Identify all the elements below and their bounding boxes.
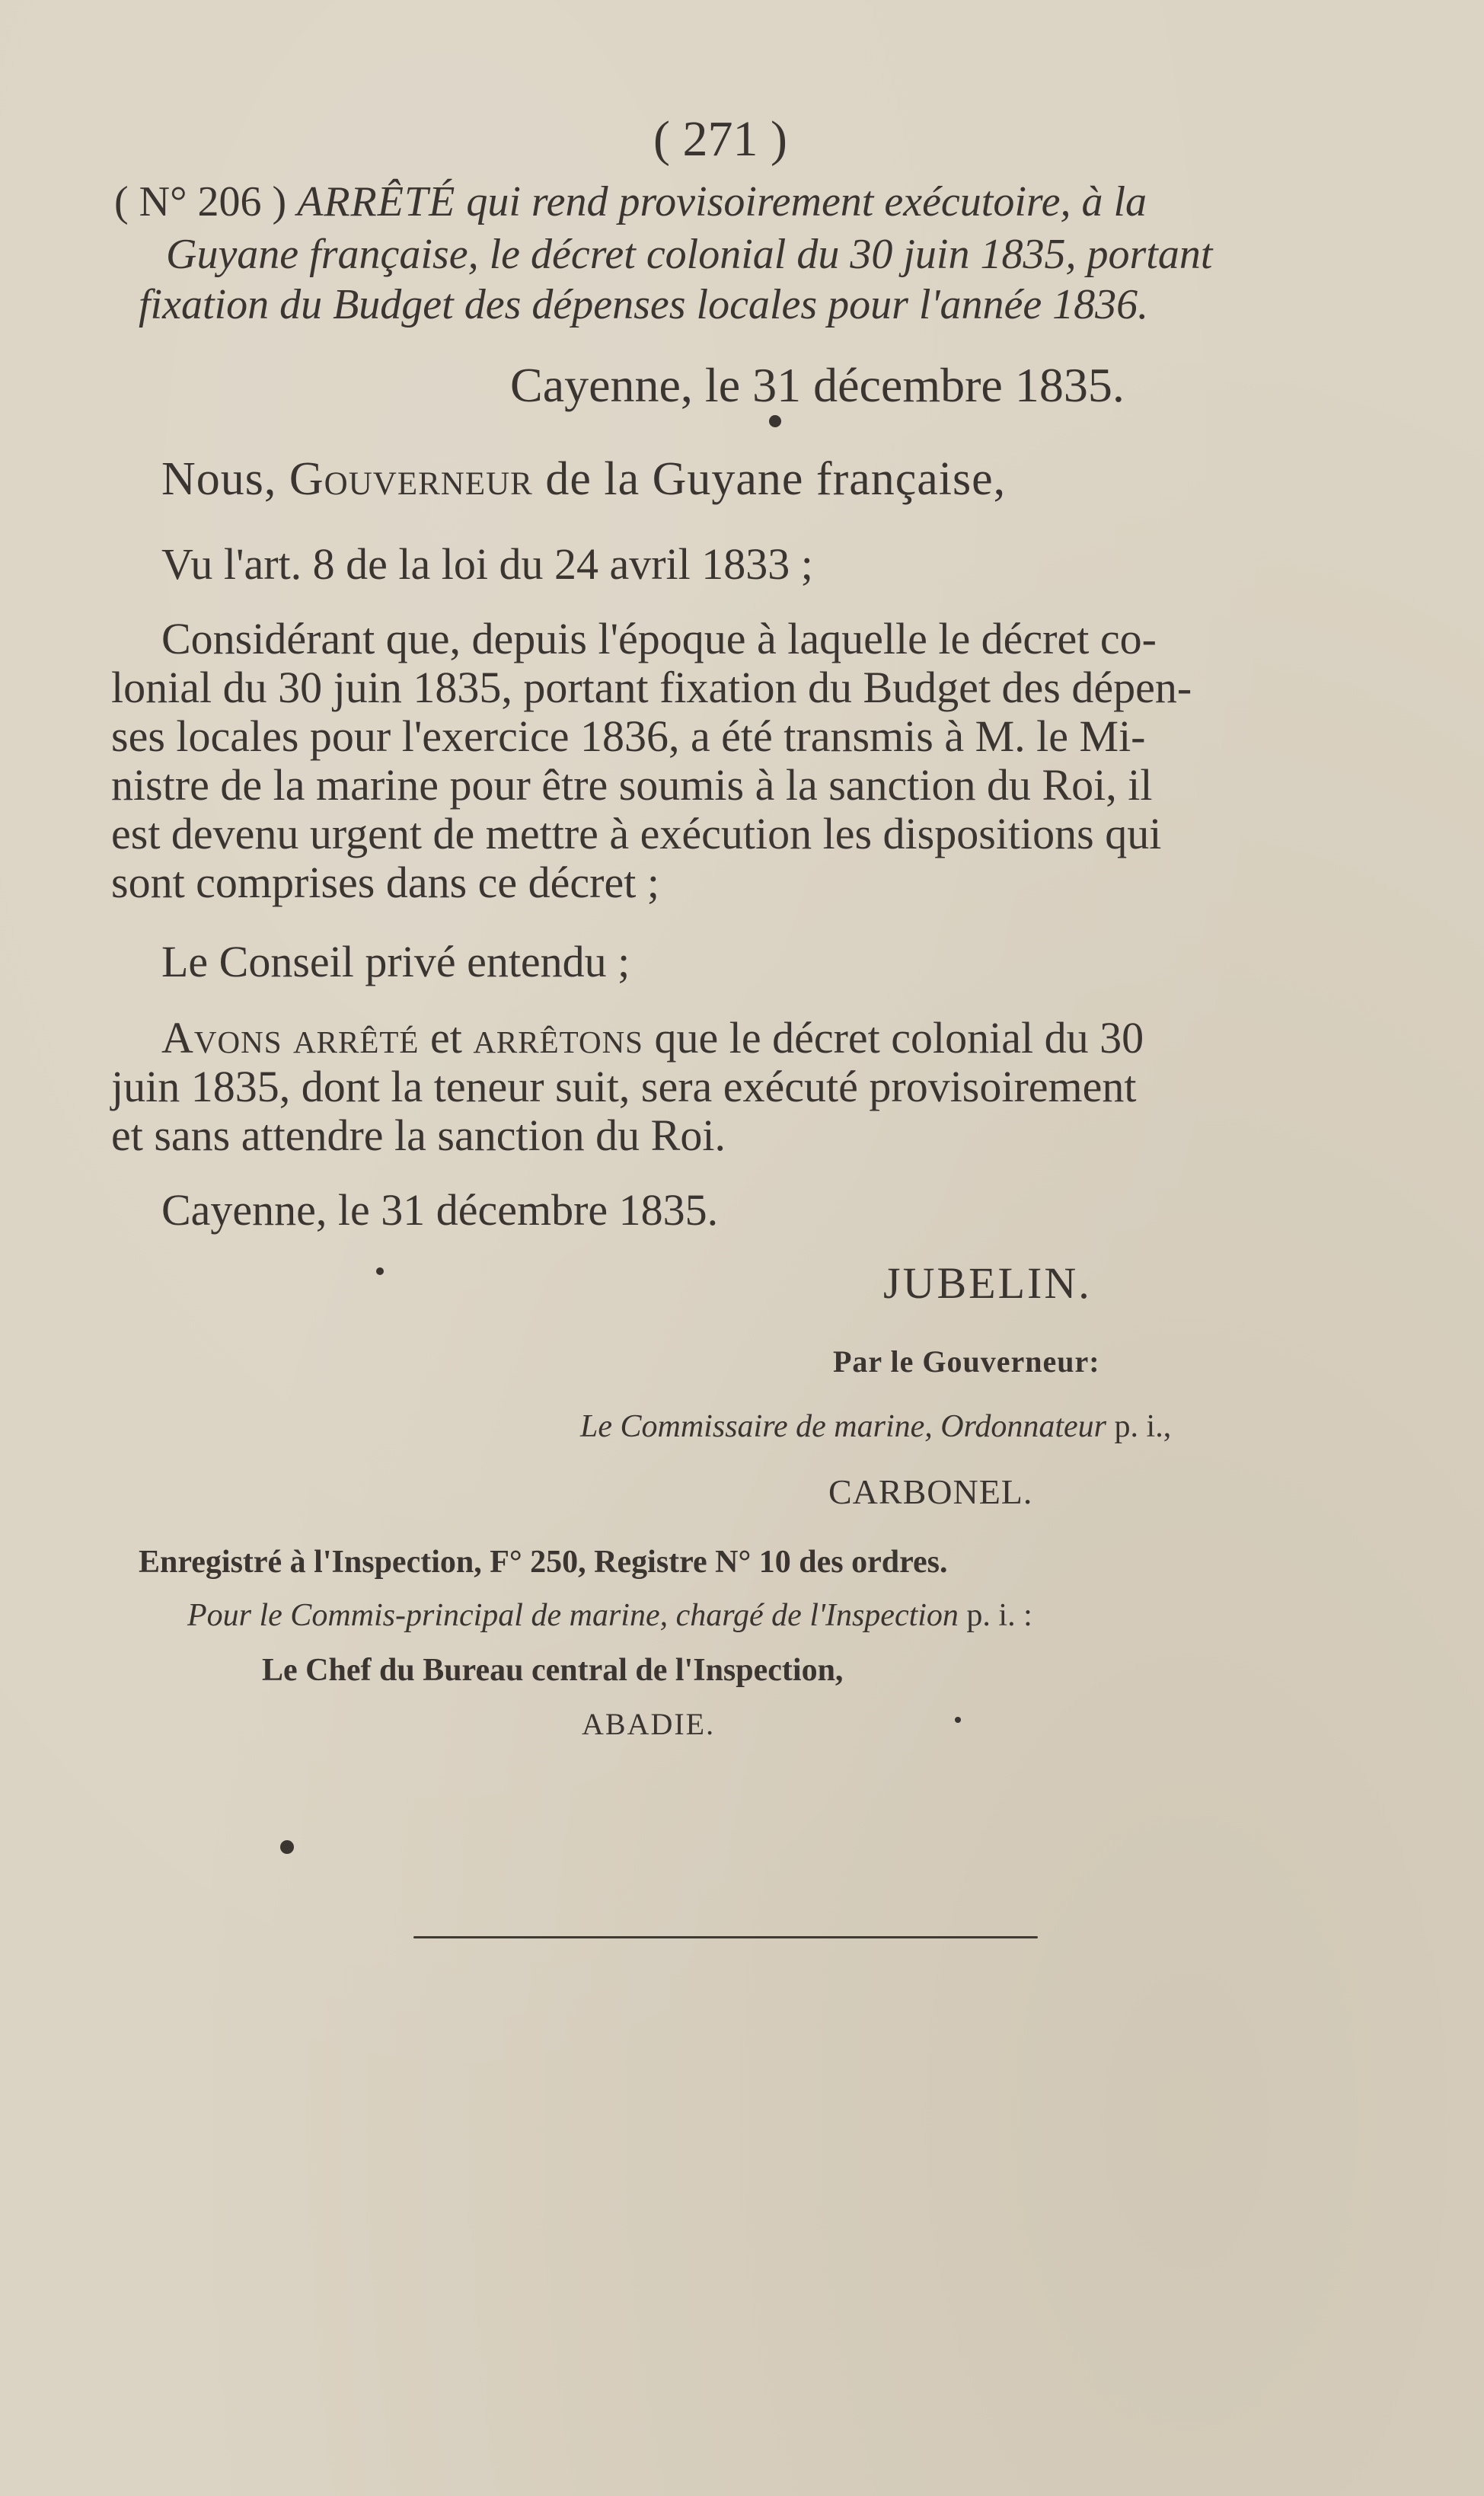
par-le-gouverneur: Par le Gouverneur:: [833, 1344, 1100, 1379]
commissaire-suffix: p. i.,: [1106, 1409, 1172, 1444]
arretons-word: arrêtons: [473, 1013, 643, 1063]
considerant-line-5: est devenu urgent de mettre à exécution les dispositions qui: [111, 809, 1162, 858]
ink-spot: [769, 415, 781, 427]
avons-line-1: [161, 1013, 1144, 1063]
inspection-suffix: p. i. :: [958, 1598, 1032, 1633]
title-line-2: Guyane française, le décret colonial du 30 juin 1835, portant: [166, 231, 1213, 278]
nous-prefix: Nous,: [161, 453, 289, 505]
decree-number: ( N° 206 ): [114, 178, 287, 225]
commissaire-line: [580, 1411, 1171, 1443]
governor-statement: [161, 455, 1006, 503]
bureau-chief-signature: ABADIE.: [582, 1707, 716, 1741]
avons-line-2: juin 1835, dont la teneur suit, sera exécuté provisoirement: [111, 1062, 1137, 1111]
avons-line-1-rest: que le décret colonial du 30: [643, 1013, 1144, 1063]
considerant-line-4: nistre de la marine pour être soumis à la sanction du Roi, il: [111, 760, 1153, 810]
title-line-3: fixation du Budget des dépenses locales pour l'année 1836.: [139, 281, 1149, 328]
governor-title: Gouverneur: [289, 453, 533, 505]
avons-word: Avons: [161, 1013, 282, 1063]
inspection-title: Pour le Commis-principal de marine, chargé de l'Inspection: [187, 1598, 959, 1633]
decree-heading: ARRÊTÉ: [297, 178, 456, 225]
dateline: Cayenne, le 31 décembre 1835.: [510, 358, 1125, 412]
ink-spot: [955, 1717, 961, 1723]
arrete-word: arrêté: [293, 1013, 420, 1063]
considerant-line-2: lonial du 30 juin 1835, portant fixation du Budget des dépen-: [111, 663, 1192, 712]
title-line-1: [114, 178, 1147, 225]
ink-spot: [376, 1267, 384, 1275]
vu-clause: Vu l'art. 8 de la loi du 24 avril 1833 ;: [161, 539, 813, 589]
considerant-line-1: Considérant que, depuis l'époque à laquelle le décret co-: [161, 614, 1157, 663]
nous-suffix: de la Guyane française,: [532, 453, 1007, 505]
page-number: ( 271 ): [653, 111, 787, 167]
commissaire-signature: CARBONEL.: [828, 1472, 1033, 1511]
considerant-line-3: ses locales pour l'exercice 1836, a été transmis à M. le Mi-: [111, 711, 1146, 761]
avons-line-3: et sans attendre la sanction du Roi.: [111, 1111, 726, 1160]
et-word: et: [419, 1013, 474, 1063]
governor-signature: JUBELIN.: [883, 1258, 1092, 1308]
ink-spot: [280, 1840, 294, 1854]
closing-rule: [413, 1936, 1038, 1938]
conseil-clause: Le Conseil privé entendu ;: [161, 937, 630, 986]
commissaire-title: Le Commissaire de marine, Ordonnateur: [580, 1409, 1107, 1444]
closing-date: Cayenne, le 31 décembre 1835.: [161, 1185, 719, 1235]
registration-line: Enregistré à l'Inspection, F° 250, Registre N° 10 des ordres.: [139, 1545, 948, 1580]
bureau-chief-line: Le Chef du Bureau central de l'Inspection,: [262, 1653, 844, 1688]
inspection-line: [187, 1600, 1032, 1632]
considerant-line-6: sont comprises dans ce décret ;: [111, 858, 659, 907]
title-line-1-rest: qui rend provisoirement exécutoire, à la: [455, 178, 1147, 225]
